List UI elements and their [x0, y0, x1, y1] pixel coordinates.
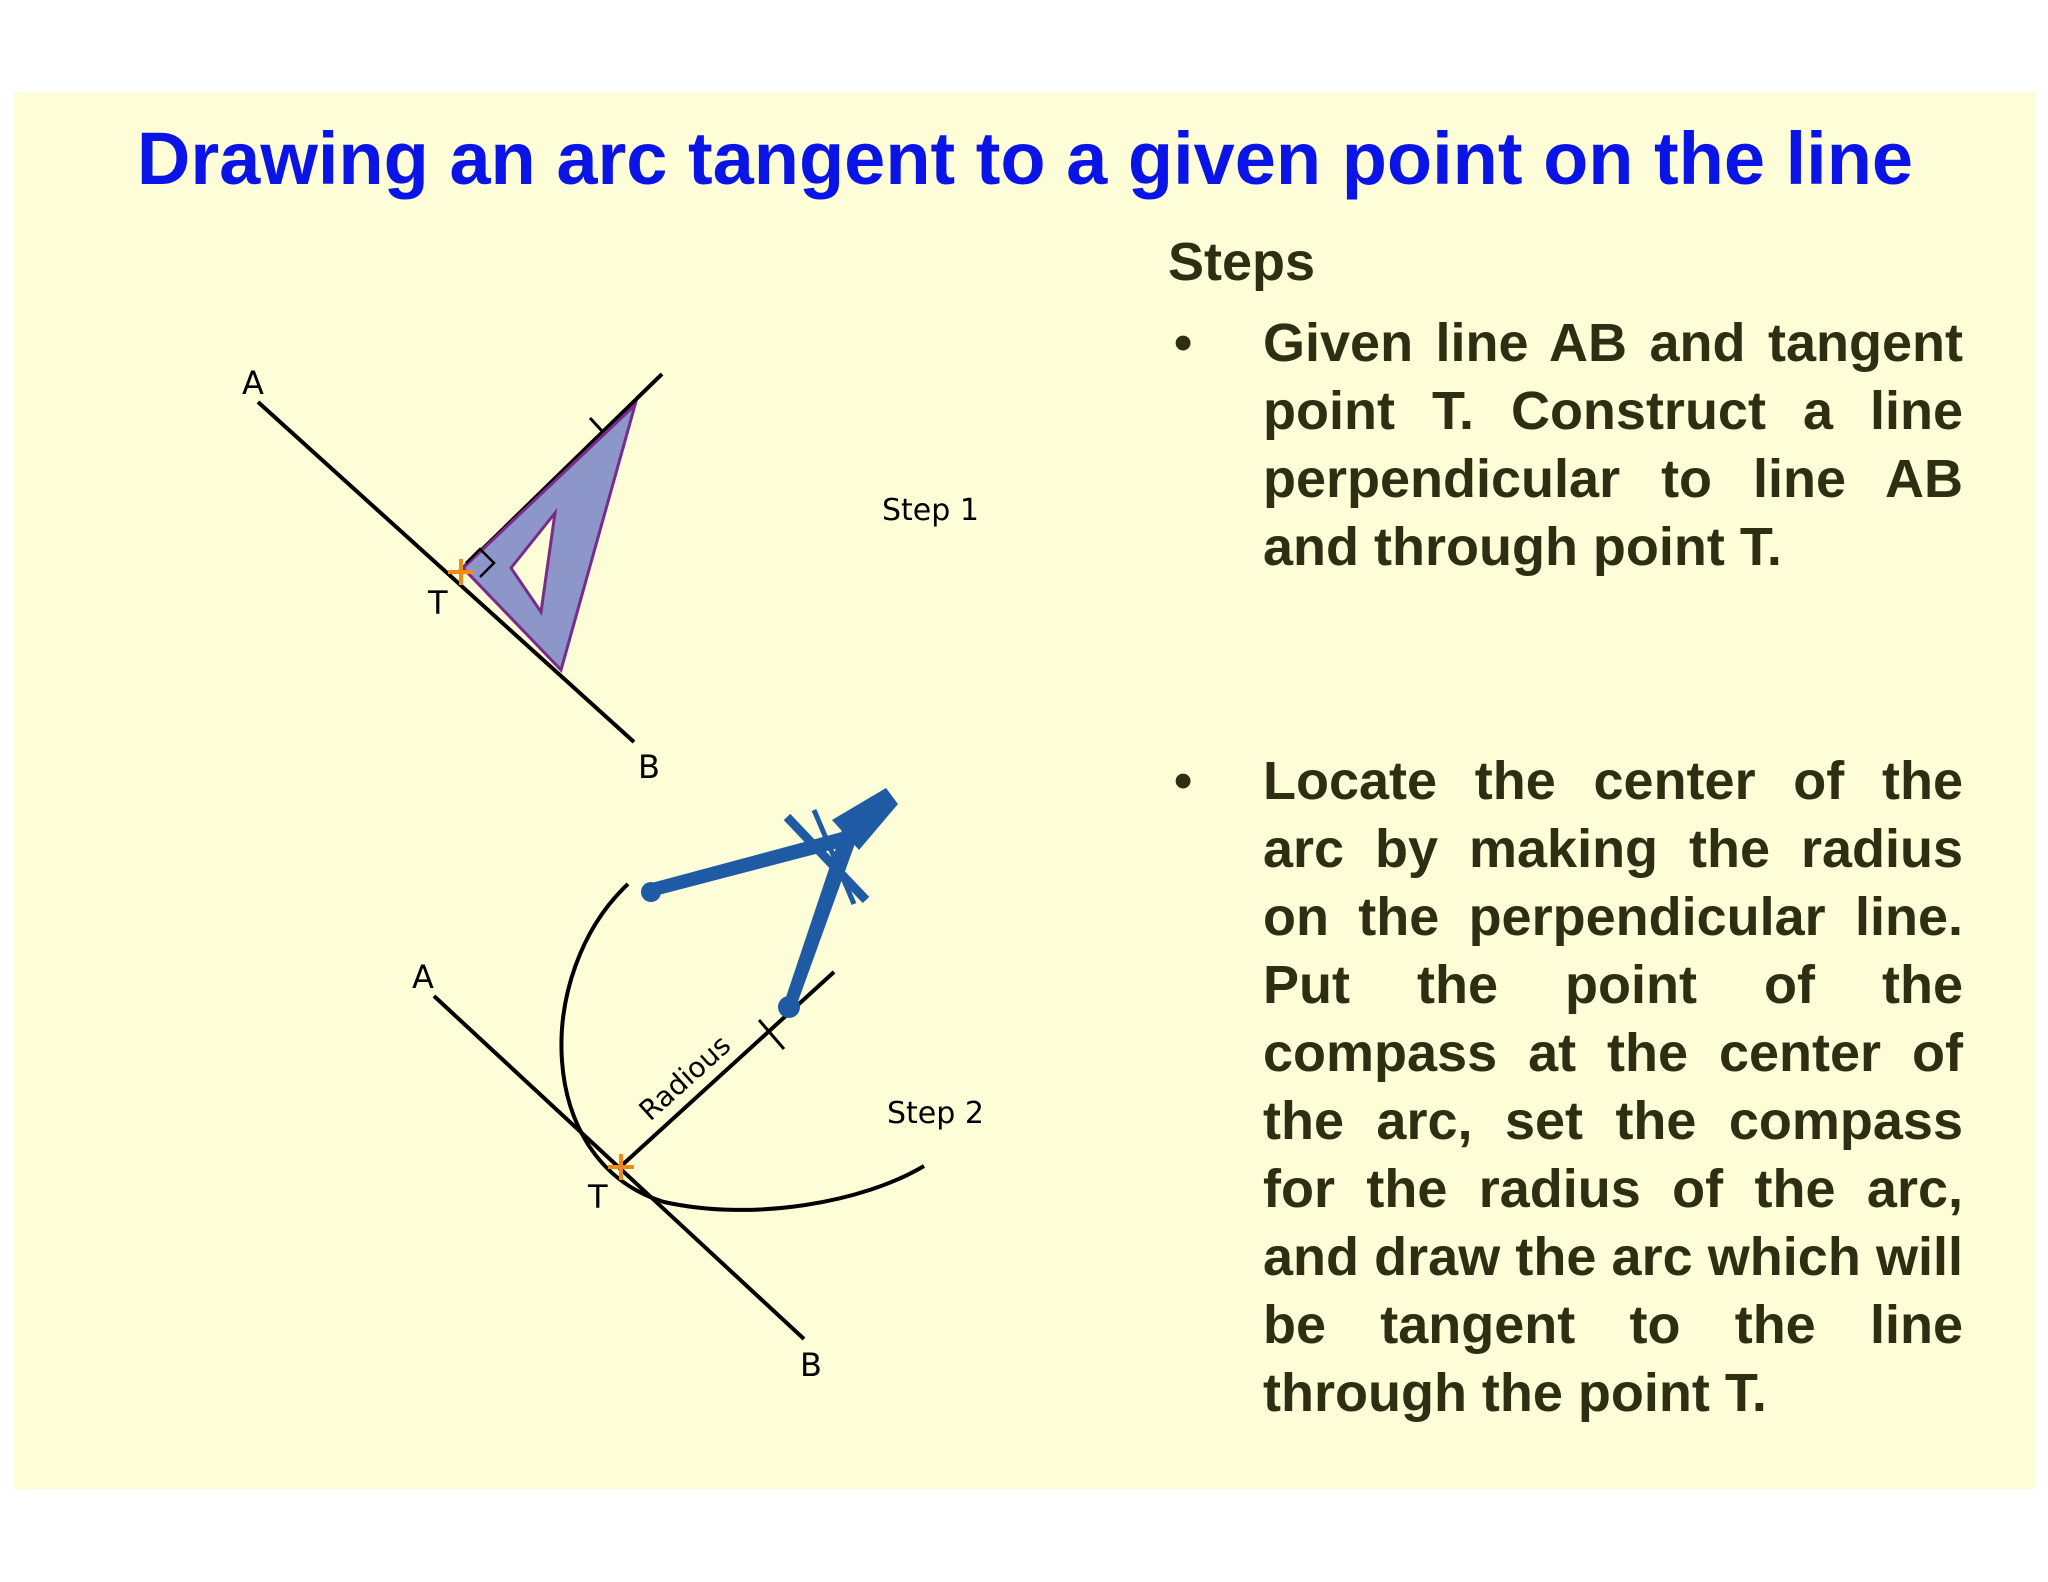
compass-icon — [641, 788, 898, 1018]
step-1-label: Step 1 — [882, 493, 979, 528]
tangent-arc — [561, 884, 924, 1210]
slide-background — [14, 92, 2036, 1489]
step-2-text: Locate the center of the arc by making the radius on the perpendicular line. Put the point of the compass at the center of the arc, set the compass for the radius of the arc, and draw the arc which will be tangent to the line through the point T. — [1263, 751, 1963, 1423]
bullet-marker: • — [1174, 752, 1193, 810]
set-square-triangle — [463, 405, 635, 670]
figure-step-2 — [412, 788, 984, 1384]
steps-heading: Steps — [1168, 232, 1316, 292]
figure-step-1 — [242, 364, 979, 786]
label-b-step2: B — [800, 1346, 822, 1384]
label-t-step2: T — [588, 1178, 608, 1216]
construction-diagram — [14, 92, 1154, 1489]
label-a-step2: A — [412, 958, 434, 996]
bullet-marker: • — [1174, 314, 1193, 372]
radius-line — [620, 972, 834, 1167]
radius-label: Radious — [632, 1028, 738, 1128]
label-t-step1: T — [428, 584, 448, 622]
step-1-text: Given line AB and tangent point T. Construct a line perpendicular to line AB and through point T. — [1263, 313, 1963, 577]
label-b-step1: B — [638, 748, 660, 786]
step-2-label: Step 2 — [887, 1096, 984, 1131]
label-a-step1: A — [242, 364, 264, 402]
slide-title: Drawing an arc tangent to a given point on the line — [136, 117, 1914, 200]
